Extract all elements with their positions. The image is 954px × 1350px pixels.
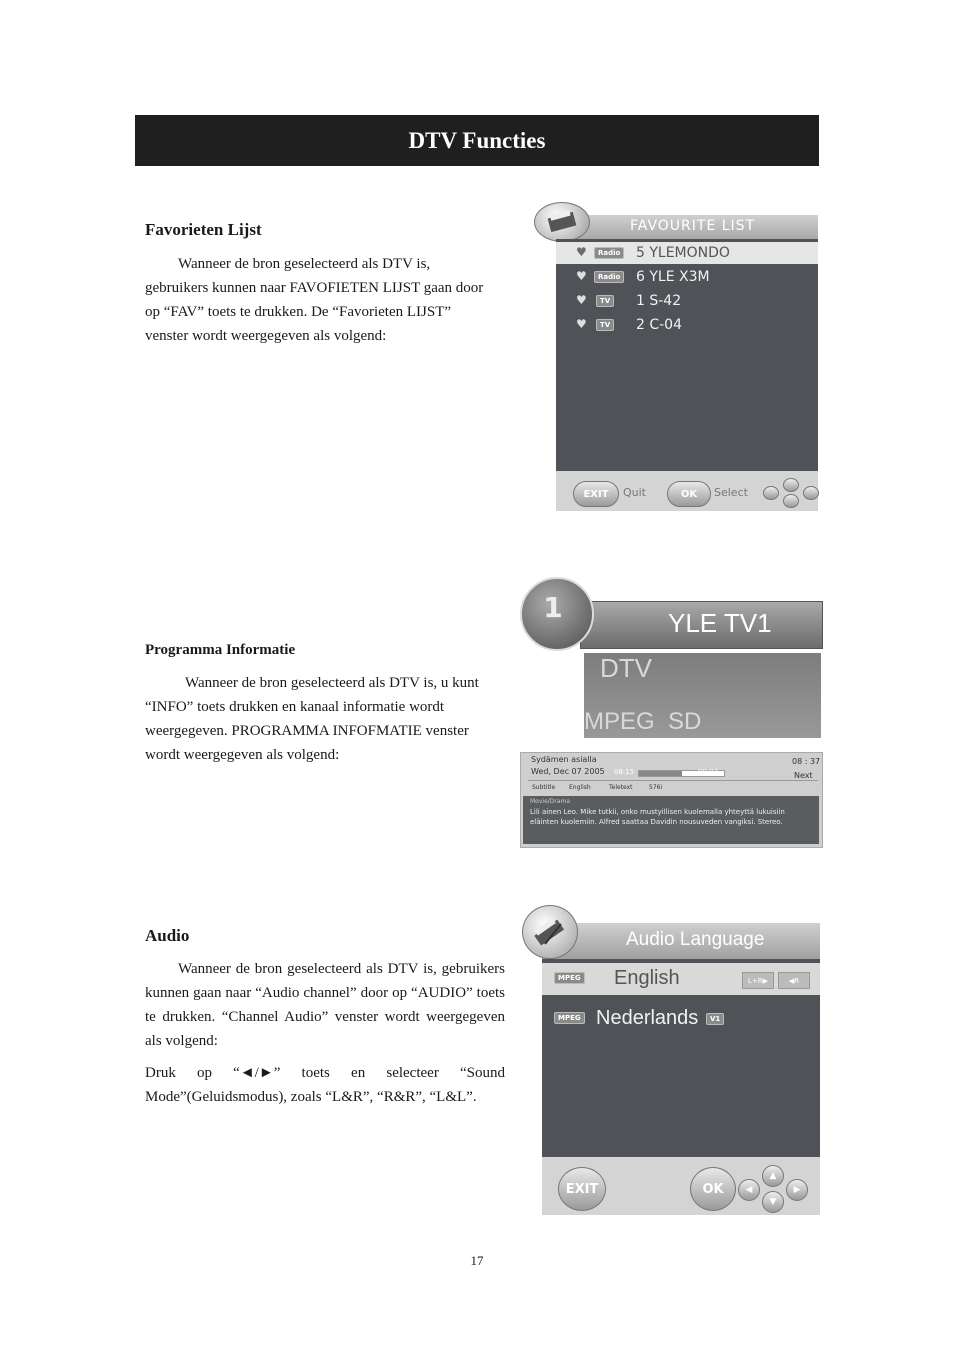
sound-mode-lr-button[interactable]: [742, 972, 774, 989]
channel-label: 5 YLEMONDO: [636, 245, 730, 261]
channel-type-badge: Radio: [594, 271, 624, 283]
start-time: 08:15: [614, 768, 635, 776]
audio-language-screen: [520, 903, 822, 1217]
ok-button[interactable]: OK: [667, 481, 711, 507]
list-item[interactable]: [542, 1003, 820, 1035]
page-title-banner: [135, 115, 819, 166]
audio-body-1: Wanneer de bron geselecteerd als DTV is, gebruikers kunnen gaan naar “Audio channel” door op “AUDIO” toets te drukken. “Channel Audio” venster wordt weergegeven als volgend:: [145, 961, 505, 1049]
favorites-body: Wanneer de bron geselecteerd als DTV is, gebruikers kunnen naar FAVOFIETEN LIJST gaan door op “FAV” toets te drukken. De “Favorieten LIJST” venster wordt weergegeven als volgend:: [145, 256, 484, 344]
channel-label: 2 C-04: [636, 317, 682, 333]
teletext-value: 576i: [649, 784, 663, 791]
heart-icon: ♥: [576, 269, 587, 283]
dpad-icon: ◀ ▲ ▼ ▶: [738, 1165, 810, 1213]
exit-button[interactable]: EXIT: [573, 481, 619, 507]
list-item[interactable]: [556, 266, 818, 288]
select-label: Select: [714, 486, 748, 499]
dpad-icon: [763, 478, 819, 508]
list-item[interactable]: [542, 963, 820, 995]
channel-name: YLE TV1: [668, 608, 772, 638]
channel-label: 6 YLE X3M: [636, 269, 710, 285]
teletext-label: Teletext: [609, 784, 633, 791]
program-description: Lili ainen Leo. Mike tutkii, onko mustyillisen kuolemalla yhteyttä lukuisiin eläinten kuolemiin. Alfred saattaa Davidin nousuveden vangiksi. Stereo.: [530, 808, 785, 826]
audio-body-2: Druk op “◄/►” toets en selecteer “Sound Mode”(Geluidsmodus), zoals “L&R”, “R&R”, “L&L”.: [145, 1065, 505, 1105]
program-title: Sydämen asialla: [531, 755, 597, 764]
heart-icon: ♥: [576, 317, 587, 331]
sound-mode-lr-label: L+R: [747, 976, 763, 985]
source-label: DTV: [600, 653, 652, 683]
heart-icon: ♥: [576, 293, 587, 307]
subtitle-label: Subtitle: [532, 784, 556, 791]
genre-label: Movie/Drama: [530, 798, 571, 805]
list-item[interactable]: [556, 290, 818, 312]
list-item[interactable]: [556, 242, 818, 264]
clock: 08 : 37: [792, 757, 821, 766]
list-item[interactable]: [556, 314, 818, 336]
channel-label: 1 S-42: [636, 293, 682, 309]
channel-number-badge: [520, 577, 594, 651]
program-info-screen: [518, 575, 823, 847]
audio-format-badge: MPEG: [554, 972, 585, 984]
audio-track-badge: V1: [706, 1013, 724, 1025]
audio-language-name: English: [614, 967, 680, 989]
quit-label: Quit: [623, 486, 646, 499]
channel-type-badge: TV: [596, 295, 614, 307]
audio-language-name: Nederlands: [596, 1007, 699, 1029]
speaker-icon: ◀: [788, 976, 795, 985]
page-number: 17: [470, 1253, 484, 1268]
channel-number: 1: [543, 590, 563, 624]
end-time: 09:03: [698, 768, 719, 776]
audio-language-title: Audio Language: [626, 929, 765, 950]
ok-button[interactable]: OK: [690, 1167, 736, 1211]
sound-mode-r-label: R: [794, 976, 800, 985]
favourite-folder-icon: [534, 202, 590, 242]
play-icon: ▶: [762, 976, 769, 985]
audio-heading: Audio: [145, 926, 190, 945]
audio-tools-icon: [522, 905, 578, 959]
program-date: Wed, Dec 07 2005: [531, 767, 605, 776]
exit-button[interactable]: EXIT: [558, 1167, 606, 1211]
subtitle-value: English: [569, 784, 591, 791]
progress-fill: [639, 771, 682, 776]
heart-icon: ♥: [576, 245, 587, 259]
channel-type-badge: TV: [596, 319, 614, 331]
favourite-list-title: FAVOURITE LIST: [630, 218, 756, 234]
sound-mode-r-button[interactable]: [778, 972, 810, 989]
favorites-heading: Favorieten Lijst: [145, 220, 262, 239]
channel-type-badge: Radio: [594, 247, 624, 259]
format-label: MPEG SD: [584, 708, 702, 735]
page-title: DTV Functies: [408, 127, 546, 153]
favourite-list-screen: [530, 200, 820, 512]
program-info-heading: Programma Informatie: [145, 642, 296, 658]
program-info-body: Wanneer de bron geselecteerd als DTV is, u kunt “INFO” toets drukken en kanaal informatie wordt weergegeven. PROGRAMMA INFOFMATIE venster wordt weergegeven als volgend:: [145, 675, 479, 763]
next-label: Next: [794, 771, 813, 780]
audio-format-badge: MPEG: [554, 1012, 585, 1024]
